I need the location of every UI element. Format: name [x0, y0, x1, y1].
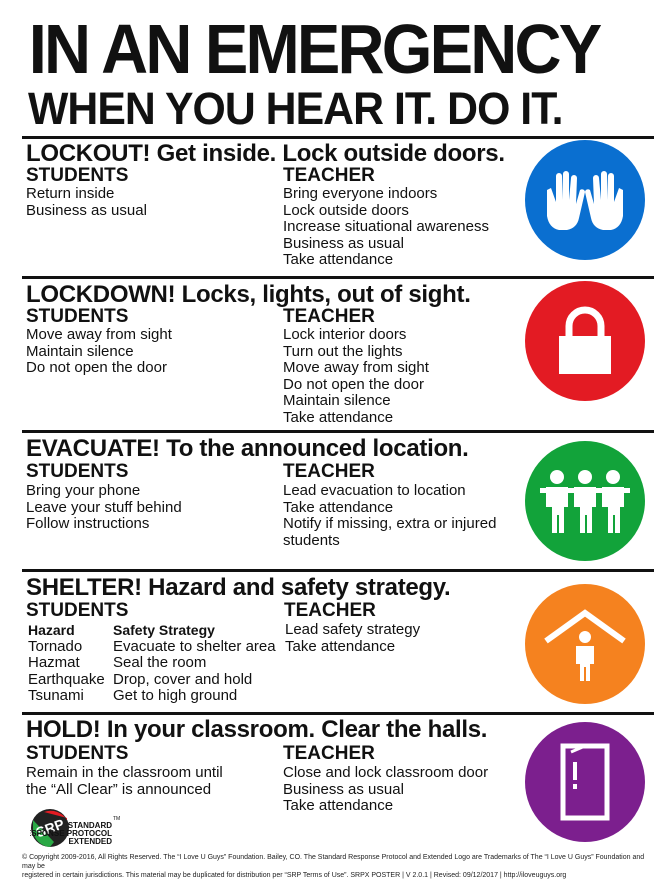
- logo-line3: EXTENDED: [68, 837, 112, 846]
- teacher-label: TEACHER: [283, 306, 375, 327]
- hazard-list: [28, 622, 105, 705]
- section-divider: [22, 136, 654, 139]
- list-item: Leave your stuff behind: [26, 498, 182, 516]
- list-item: Maintain silence: [283, 392, 391, 409]
- list-item: Drop, cover and hold: [113, 670, 253, 688]
- people-group-icon: [525, 441, 645, 561]
- list-item: Move away from sight: [283, 359, 429, 376]
- teacher-label: TEACHER: [283, 165, 375, 186]
- section-heading: HOLD! In your classroom. Clear the halls.: [26, 716, 488, 743]
- list-item: Return inside: [26, 185, 115, 202]
- section-heading: EVACUATE! To the announced location.: [26, 435, 469, 462]
- list-item: Maintain silence: [26, 342, 134, 360]
- students-label: STUDENTS: [26, 165, 129, 186]
- list-item: Lock outside doors: [283, 201, 409, 219]
- teacher-label: TEACHER: [284, 600, 376, 621]
- students-list: [26, 186, 147, 219]
- list-item: Do not open the door: [26, 359, 167, 376]
- list-item: Take attendance: [283, 797, 394, 814]
- list-item: Hazmat: [28, 654, 80, 671]
- list-item: Turn out the lights: [283, 342, 403, 360]
- list-item: the “All Clear” is announced: [26, 780, 212, 798]
- section-divider: [22, 430, 654, 433]
- section-divider: [22, 276, 654, 279]
- list-item: Lead evacuation to location: [283, 482, 466, 499]
- list-item: Move away from sight: [26, 326, 172, 343]
- teacher-label: TEACHER: [283, 461, 375, 482]
- list-item: Follow instructions: [26, 515, 150, 532]
- list-item: Do not open the door: [283, 375, 424, 393]
- teacher-list: [283, 483, 496, 549]
- logo-line2: SPONSE PROTOCOL: [31, 829, 112, 838]
- list-item: Take attendance: [283, 251, 394, 268]
- raised-hands-icon: [525, 140, 645, 260]
- section-heading: LOCKOUT! Get inside. Lock outside doors.: [26, 140, 505, 167]
- section-hold: [22, 716, 654, 816]
- hazard-header: Hazard: [28, 622, 75, 638]
- padlock-icon: [525, 281, 645, 401]
- list-item: Earthquake: [28, 670, 105, 688]
- list-item: Remain in the classroom until: [26, 764, 223, 781]
- teacher-list: [285, 622, 420, 655]
- poster-title: IN AN EMERGENCY: [28, 10, 600, 88]
- strategy-header: Safety Strategy: [113, 622, 215, 638]
- poster-subtitle: WHEN YOU HEAR IT. DO IT.: [28, 83, 563, 134]
- list-item: Notify if missing, extra or injured: [283, 515, 497, 532]
- students-list: [26, 327, 172, 377]
- copyright-footer: [22, 853, 650, 880]
- list-item: Business as usual: [26, 201, 147, 219]
- section-heading: LOCKDOWN! Locks, lights, out of sight.: [26, 281, 471, 308]
- list-item: Business as usual: [283, 234, 404, 252]
- section-lockout: [22, 140, 654, 272]
- section-shelter: [22, 574, 654, 709]
- closed-door-icon: [525, 722, 645, 842]
- students-label: STUDENTS: [26, 743, 129, 764]
- section-heading: SHELTER! Hazard and safety strategy.: [26, 574, 451, 601]
- list-item: students: [283, 531, 340, 549]
- teacher-list: [283, 186, 489, 269]
- list-item: Seal the room: [113, 654, 207, 671]
- person-sheltered-icon: [525, 584, 645, 704]
- list-item: Business as usual: [283, 780, 404, 798]
- srp-logo: [30, 806, 150, 850]
- students-label: STUDENTS: [26, 461, 129, 482]
- section-evacuate: [22, 435, 654, 565]
- section-lockdown: [22, 281, 654, 426]
- list-item: Increase situational awareness: [283, 218, 489, 235]
- students-list: [26, 765, 223, 798]
- students-label: STUDENTS: [26, 306, 129, 327]
- strategy-list: [113, 622, 276, 705]
- logo-tm: TM: [113, 816, 121, 822]
- list-item: Tsunami: [28, 687, 84, 704]
- list-item: Take attendance: [283, 498, 394, 516]
- list-item: Bring your phone: [26, 482, 141, 499]
- logo-line1: STANDARD: [67, 821, 112, 830]
- teacher-list: [283, 327, 429, 426]
- logo-letters: SRP: [33, 815, 67, 841]
- list-item: Bring everyone indoors: [283, 185, 438, 202]
- footer-line: registered in certain jurisdictions. This material may be duplicated for distribution per “SRP Terms of Use”. SRPX POSTER | V 2.0.1 | Revised: 09/12/2017 | http://iloveuguys.org: [22, 872, 567, 879]
- list-item: Get to high ground: [113, 687, 238, 704]
- section-divider: [22, 569, 654, 572]
- list-item: Lock interior doors: [283, 326, 407, 343]
- list-item: Close and lock classroom door: [283, 764, 489, 781]
- list-item: Take attendance: [283, 408, 394, 426]
- students-list: [26, 483, 182, 533]
- students-label: STUDENTS: [26, 600, 129, 621]
- list-item: Evacuate to shelter area: [113, 637, 276, 655]
- teacher-list: [283, 765, 488, 815]
- teacher-label: TEACHER: [283, 743, 375, 764]
- list-item: Lead safety strategy: [285, 621, 421, 638]
- list-item: Take attendance: [285, 637, 396, 655]
- footer-line: © Copyright 2009-2016, All Rights Reserved. The “I Love U Guys” Foundation. Bailey, CO. The Standard Response Protocol and Extended Logo are Trademarks of The “I Love U Guys” Foundation and may be: [22, 854, 645, 870]
- section-divider: [22, 712, 654, 715]
- list-item: Tornado: [28, 637, 83, 655]
